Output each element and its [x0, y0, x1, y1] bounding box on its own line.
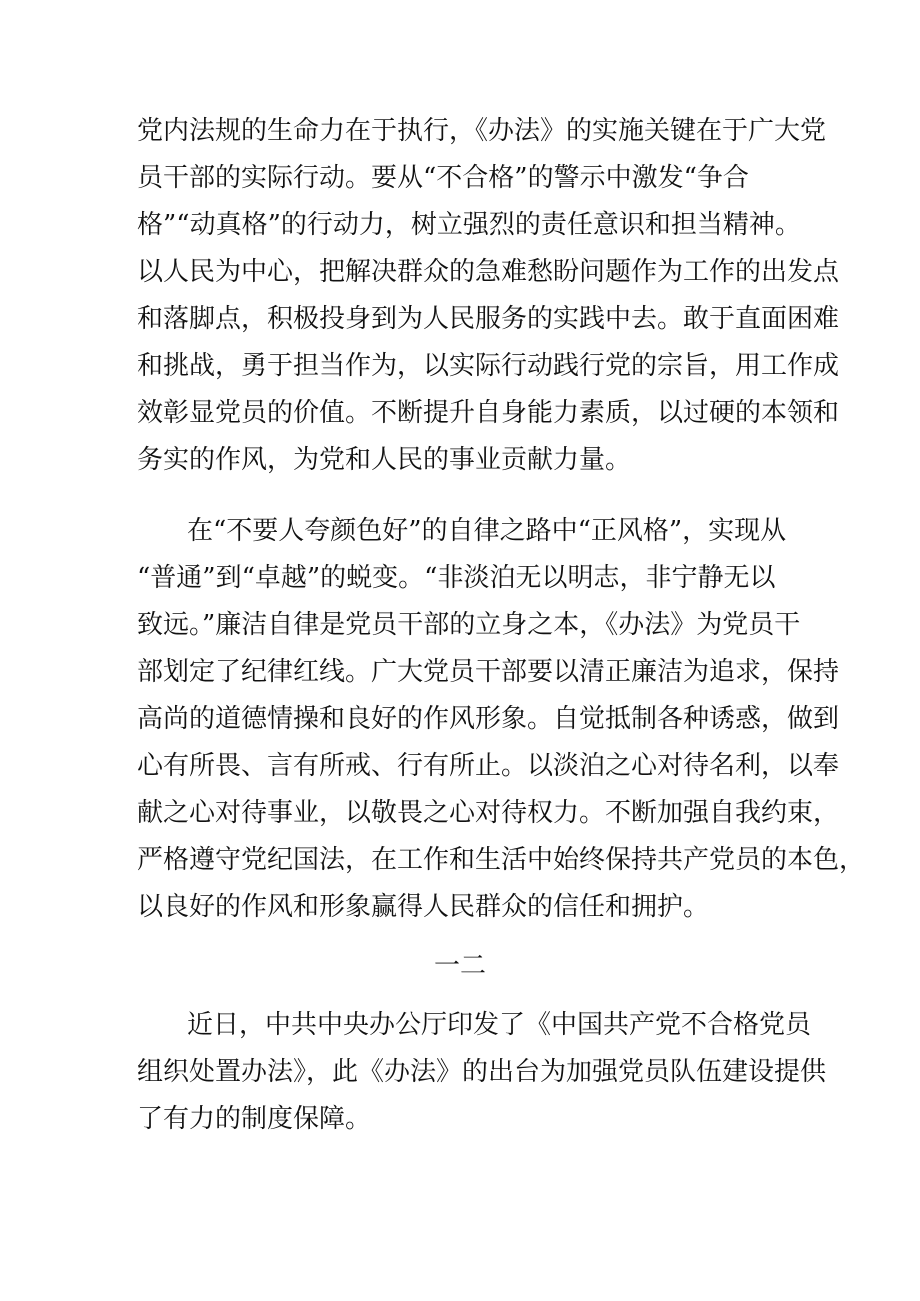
- paragraph-2-line-2: “普通”到“卓越”的蜕变。“非淡泊无以明志，非宁静无以: [137, 563, 776, 593]
- paragraph-1-line-4: 以人民为中心，把解决群众的急难愁盼问题作为工作的出发点: [137, 257, 840, 287]
- paragraph-2-line-4: 部划定了纪律红线。广大党员干部要以清正廉洁为追求，保持: [137, 657, 840, 687]
- paragraph-2-line-8: 严格遵守党纪国法，在工作和生活中始终保持共产党员的本色，: [137, 845, 866, 875]
- paragraph-1-line-2: 员干部的实际行动。要从“不合格”的警示中激发“争合: [137, 163, 749, 193]
- paragraph-2-line-6: 心有所畏、言有所戒、行有所止。以淡泊之心对待名利，以奉: [137, 751, 840, 781]
- paragraph-2-line-7: 献之心对待事业，以敬畏之心对待权力。不断加强自我约束，: [137, 798, 840, 828]
- paragraph-1-line-1: 党内法规的生命力在于执行，《办法》的实施关键在于广大党: [137, 116, 827, 146]
- paragraph-2-line-1: 在“不要人夸颜色好”的自律之路中“正风格”，实现从: [187, 516, 787, 546]
- paragraph-2-line-5: 高尚的道德情操和良好的作风形象。自觉抵制各种诱惑，做到: [137, 704, 840, 734]
- paragraph-3-line-3: 了有力的制度保障。: [137, 1104, 372, 1134]
- section-number: 一二: [433, 951, 486, 981]
- paragraph-1-line-3: 格”“动真格”的行动力，树立强烈的责任意识和担当精神。: [137, 210, 801, 240]
- paragraph-2-line-9: 以良好的作风和形象赢得人民群众的信任和拥护。: [137, 892, 710, 922]
- paragraph-1-line-7: 效彰显党员的价值。不断提升自身能力素质，以过硬的本领和: [137, 398, 840, 428]
- paragraph-1-line-5: 和落脚点，积极投身到为人民服务的实践中去。敢于直面困难: [137, 304, 840, 334]
- paragraph-1-line-6: 和挑战，勇于担当作为，以实际行动践行党的宗旨，用工作成: [137, 351, 840, 381]
- paragraph-1-line-8: 务实的作风，为党和人民的事业贡献力量。: [137, 445, 632, 475]
- paragraph-3-line-1: 近日，中共中央办公厅印发了《中国共产党不合格党员: [187, 1010, 812, 1040]
- paragraph-2-line-3: 致远。”廉洁自律是党员干部的立身之本，《办法》为党员干: [137, 610, 801, 640]
- paragraph-3-line-2: 组织处置办法》，此《办法》的出台为加强党员队伍建设提供: [137, 1057, 827, 1087]
